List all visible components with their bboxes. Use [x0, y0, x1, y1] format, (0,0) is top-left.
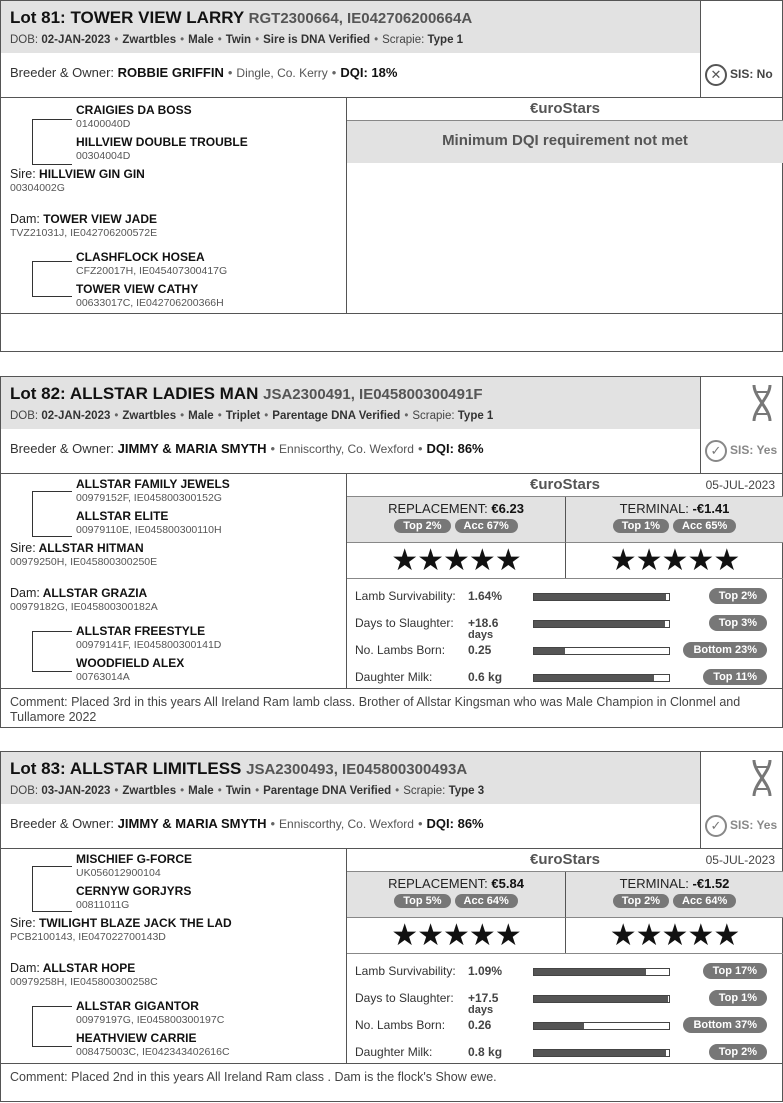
trait-value-number: 0.26	[468, 1018, 492, 1032]
pedigree-name: HILLVIEW DOUBLE TROUBLE	[76, 135, 248, 149]
trait-rank-badge: Bottom 37%	[683, 1017, 767, 1033]
breeder-name: JIMMY & MARIA SMYTH	[117, 816, 267, 831]
check-circle-icon: ✓	[705, 440, 727, 462]
dna-icon	[751, 758, 773, 798]
trait-bar	[533, 674, 670, 682]
breeder-label: Breeder & Owner:	[10, 816, 115, 831]
trait-value-number: +17.5	[468, 991, 499, 1005]
pedigree-name: ALLSTAR HITMAN	[38, 541, 144, 555]
lot-name: Lot 83: ALLSTAR LIMITLESS	[10, 759, 242, 778]
sire	[10, 167, 145, 194]
lot-title	[10, 384, 691, 404]
pedigree-name: ALLSTAR HOPE	[42, 961, 136, 975]
pedigree	[1, 849, 347, 1064]
dam	[10, 212, 157, 239]
trait-bar-fill	[534, 648, 565, 654]
parentage: Parentage DNA Verified	[272, 410, 401, 422]
trait-value-number: +18.6	[468, 616, 499, 630]
pedigree-id: 00979141F, IE045800300141D	[76, 639, 222, 651]
lot-card	[0, 751, 783, 1102]
trait-rank-badge: Top 3%	[709, 615, 767, 631]
pedigree-id: 01400040D	[76, 118, 131, 130]
replacement-value: €5.84	[491, 876, 524, 891]
trait-value-unit: days	[468, 629, 494, 641]
trait-rank-badge: Top 11%	[703, 669, 767, 685]
terminal-label: TERMINAL:	[619, 501, 689, 516]
breeder-name: JIMMY & MARIA SMYTH	[117, 441, 267, 456]
pedigree-name: ALLSTAR GIGANTOR	[76, 999, 199, 1013]
dam-label: Dam:	[10, 212, 40, 226]
sis-status	[705, 440, 777, 462]
replacement-acc-badge: Acc 67%	[455, 519, 518, 533]
dqi-notice: Minimum DQI requirement not met	[347, 121, 783, 163]
pedigree-id: 00633017C, IE042706200366H	[76, 297, 224, 309]
status-box	[701, 377, 783, 474]
breed: Zwartbles	[122, 785, 177, 797]
trait-value-number: 0.6 kg	[468, 670, 503, 684]
pedigree-id: 00979258H, IE045800300258C	[10, 976, 158, 988]
scrapie-value: Type 1	[457, 410, 494, 422]
trait-rank-badge: Bottom 23%	[683, 642, 767, 658]
status-box	[701, 752, 783, 849]
trait-value-number: 1.64%	[468, 589, 503, 603]
eurostars-date: 05-JUL-2023	[705, 478, 775, 492]
pedigree-id: 00763014A	[76, 671, 130, 683]
lot-name: Lot 82: ALLSTAR LADIES MAN	[10, 384, 259, 403]
birth-type: Triplet	[225, 410, 261, 422]
trait-rank-badge: Top 2%	[709, 588, 767, 604]
trait-value-number: 0.8 kg	[468, 1045, 503, 1059]
pedigree-id: 00979197G, IE045800300197C	[76, 1014, 225, 1026]
pedigree	[1, 98, 347, 314]
pedigree-id: 00979250H, IE045800300250E	[10, 556, 158, 568]
trait-rank-badge: Top 1%	[709, 990, 767, 1006]
birth-type: Twin	[225, 785, 252, 797]
trait-value-unit: days	[468, 1004, 494, 1016]
terminal-value: -€1.52	[692, 876, 730, 891]
breed: Zwartbles	[122, 410, 177, 422]
trait-bar	[533, 620, 670, 628]
sire-sire	[76, 477, 230, 504]
trait-row	[347, 1039, 783, 1066]
dob-value: 02-JAN-2023	[41, 34, 111, 46]
pedigree-name: CRAIGIES DA BOSS	[76, 103, 192, 117]
pedigree-name: ALLSTAR GRAZIA	[42, 586, 148, 600]
dqi: DQI: 86%	[426, 441, 484, 456]
x-circle-icon: ✕	[705, 64, 727, 86]
scrapie-label: Scrapie:	[382, 34, 425, 46]
lot-title	[10, 8, 691, 28]
pedigree-name: MISCHIEF G-FORCE	[76, 852, 192, 866]
pedigree-name: HILLVIEW GIN GIN	[39, 167, 145, 181]
pedigree-id: TVZ21031J, IE042706200572E	[10, 227, 158, 239]
lot-title	[10, 759, 691, 779]
lot-ids: JSA2300491, IE045800300491F	[263, 386, 483, 403]
terminal-acc-badge: Acc 65%	[673, 519, 736, 533]
eurostars-title: €uroStars	[529, 100, 601, 117]
sire-sire	[76, 103, 192, 130]
lot-card	[0, 0, 783, 352]
trait-row	[347, 637, 783, 664]
sire-dam	[76, 509, 222, 536]
trait-value-number: 1.09%	[468, 964, 503, 978]
sex: Male	[188, 785, 214, 797]
lot-ids: JSA2300493, IE045800300493A	[246, 761, 468, 778]
replacement-label: REPLACEMENT:	[388, 876, 488, 891]
breeder-line: Breeder & Owner: JIMMY & MARIA SMYTH • Enniscorthy, Co. Wexford • DQI: 86%	[10, 441, 484, 456]
trait-bar	[533, 995, 670, 1003]
dob-value: 03-JAN-2023	[41, 785, 111, 797]
dob-label: DOB:	[10, 785, 39, 797]
sire	[10, 541, 157, 568]
eurostars-date: 05-JUL-2023	[705, 853, 775, 867]
dam-dam	[76, 1031, 230, 1058]
sire-sire	[76, 852, 192, 879]
trait-value-number: 0.25	[468, 643, 492, 657]
breeder-line: Breeder & Owner: JIMMY & MARIA SMYTH • Enniscorthy, Co. Wexford • DQI: 86%	[10, 816, 484, 831]
replacement-star-rating: ★★★★★	[391, 544, 521, 577]
lot-name: Lot 81: TOWER VIEW LARRY	[10, 8, 244, 27]
breeder-label: Breeder & Owner:	[10, 441, 115, 456]
dob-label: DOB:	[10, 410, 39, 422]
replacement-star-rating: ★★★★★	[391, 919, 521, 952]
terminal-index	[565, 497, 783, 543]
trait-value	[468, 964, 502, 977]
pedigree-name: CLASHFLOCK HOSEA	[76, 250, 205, 264]
replacement-label: REPLACEMENT:	[388, 501, 488, 516]
dob-label: DOB:	[10, 34, 39, 46]
pedigree-name: WOODFIELD ALEX	[76, 656, 185, 670]
sire-dam	[76, 135, 248, 162]
pedigree-id: UK056012900104	[76, 867, 161, 879]
pedigree-name: CERNYW GORJYRS	[76, 884, 192, 898]
trait-bar	[533, 1049, 670, 1057]
breeder-location: Enniscorthy, Co. Wexford	[279, 442, 414, 456]
dam	[10, 961, 158, 988]
pedigree-id: 008475003C, IE042343402616C	[76, 1046, 230, 1058]
parentage: Parentage DNA Verified	[263, 785, 392, 797]
breeder-location: Dingle, Co. Kerry	[236, 66, 328, 80]
replacement-value: €6.23	[491, 501, 524, 516]
trait-value	[468, 589, 502, 602]
lot-details: DOB: 03-JAN-2023 • Zwartbles • Male • Twin • Parentage DNA Verified • Scrapie: Type 3	[10, 785, 485, 797]
sire-label: Sire:	[10, 541, 36, 555]
trait-bar-fill	[534, 621, 665, 627]
dam-dam	[76, 282, 224, 309]
pedigree-name: ALLSTAR FREESTYLE	[76, 624, 206, 638]
pedigree	[1, 474, 347, 689]
trait-bar-fill	[534, 594, 666, 600]
trait-row	[347, 958, 783, 985]
terminal-star-rating: ★★★★★	[565, 543, 783, 578]
trait-bar-fill	[534, 675, 654, 681]
pedigree-name: TWILIGHT BLAZE JACK THE LAD	[39, 916, 232, 930]
terminal-value: -€1.41	[692, 501, 730, 516]
sis-label: SIS: Yes	[730, 818, 778, 833]
terminal-index	[565, 872, 783, 918]
terminal-top-badge: Top 2%	[613, 894, 669, 908]
trait-name: Daughter Milk:	[355, 1045, 433, 1059]
scrapie-value: Type 1	[427, 34, 464, 46]
trait-name: Daughter Milk:	[355, 670, 433, 684]
lot-comment: Comment: Placed 2nd in this years All Ireland Ram class . Dam is the flock's Show ewe.	[1, 1063, 782, 1091]
trait-value	[468, 670, 502, 683]
trait-row	[347, 985, 783, 1016]
sis-label: SIS: No	[730, 67, 773, 82]
pedigree-name: HEATHVIEW CARRIE	[76, 1031, 197, 1045]
replacement-index	[347, 497, 565, 543]
trait-row	[347, 610, 783, 641]
trait-value	[468, 643, 491, 656]
parentage: Sire is DNA Verified	[263, 34, 371, 46]
lot-card	[0, 376, 783, 728]
trait-value	[468, 1045, 502, 1058]
pedigree-id: CFZ20017H, IE045407300417G	[76, 265, 228, 277]
eurostars-panel	[347, 474, 783, 689]
dqi: DQI: 86%	[426, 816, 484, 831]
dam-label: Dam:	[10, 586, 40, 600]
pedigree-name: TOWER VIEW CATHY	[76, 282, 199, 296]
eurostars-title: €uroStars	[529, 476, 601, 493]
sis-status	[705, 815, 777, 837]
status-box	[701, 1, 783, 98]
sex: Male	[188, 410, 214, 422]
trait-bar	[533, 593, 670, 601]
breed: Zwartbles	[122, 34, 177, 46]
lot-header	[1, 1, 701, 98]
trait-bar-fill	[534, 1023, 584, 1029]
lot-details: DOB: 02-JAN-2023 • Zwartbles • Male • Triplet • Parentage DNA Verified • Scrapie: Type 1	[10, 410, 494, 422]
trait-name: Lamb Survivability:	[355, 964, 456, 978]
trait-list	[347, 954, 783, 1066]
sire-label: Sire:	[10, 916, 36, 930]
pedigree-id: 00304004D	[76, 150, 131, 162]
trait-value	[468, 1018, 491, 1031]
sire	[10, 916, 232, 943]
terminal-top-badge: Top 1%	[613, 519, 669, 533]
lot-ids: RGT2300664, IE042706200664A	[248, 10, 473, 27]
breeder-location: Enniscorthy, Co. Wexford	[279, 817, 414, 831]
trait-list	[347, 579, 783, 691]
replacement-index	[347, 872, 565, 918]
trait-name: No. Lambs Born:	[355, 643, 446, 657]
dam-dam	[76, 656, 184, 683]
pedigree-id: 00979152F, IE045800300152G	[76, 492, 222, 504]
breeder-line: Breeder & Owner: ROBBIE GRIFFIN • Dingle, Co. Kerry • DQI: 18%	[10, 65, 398, 80]
lot-details: DOB: 02-JAN-2023 • Zwartbles • Male • Twin • Sire is DNA Verified • Scrapie: Type 1	[10, 34, 464, 46]
dam-sire	[76, 250, 227, 277]
dam-label: Dam:	[10, 961, 40, 975]
trait-bar	[533, 647, 670, 655]
replacement-top-badge: Top 2%	[394, 519, 450, 533]
dna-icon	[751, 383, 773, 423]
pedigree-name: ALLSTAR FAMILY JEWELS	[76, 477, 230, 491]
pedigree-id: 00979182G, IE045800300182A	[10, 601, 158, 613]
sex: Male	[188, 34, 214, 46]
trait-bar-fill	[534, 996, 668, 1002]
trait-bar	[533, 1022, 670, 1030]
eurostars-title: €uroStars	[529, 851, 601, 868]
trait-bar-fill	[534, 1050, 666, 1056]
eurostars-panel	[347, 98, 783, 314]
sis-label: SIS: Yes	[730, 443, 778, 458]
dam-sire	[76, 624, 221, 651]
trait-row	[347, 664, 783, 691]
trait-name: Days to Slaughter:	[355, 991, 454, 1005]
pedigree-id: 00304002G	[10, 182, 65, 194]
pedigree-id: 00811011G	[76, 899, 130, 911]
trait-name: Lamb Survivability:	[355, 589, 456, 603]
sire-dam	[76, 884, 191, 911]
dob-value: 02-JAN-2023	[41, 410, 111, 422]
terminal-acc-badge: Acc 64%	[673, 894, 736, 908]
check-circle-icon: ✓	[705, 815, 727, 837]
dam-sire	[76, 999, 224, 1026]
replacement-top-badge: Top 5%	[394, 894, 450, 908]
lot-comment: Comment: Placed 3rd in this years All Ireland Ram lamb class. Brother of Allstar Kingsman who was Male Champion in Clonmel and Tullamore 2022	[1, 688, 782, 731]
breeder-name: ROBBIE GRIFFIN	[117, 65, 224, 80]
terminal-label: TERMINAL:	[619, 876, 689, 891]
pedigree-name: TOWER VIEW JADE	[43, 212, 158, 226]
birth-type: Twin	[225, 34, 252, 46]
scrapie-label: Scrapie:	[412, 410, 455, 422]
trait-name: Days to Slaughter:	[355, 616, 454, 630]
trait-name: No. Lambs Born:	[355, 1018, 446, 1032]
trait-row	[347, 1012, 783, 1039]
trait-bar-fill	[534, 969, 646, 975]
sis-status	[705, 64, 773, 86]
lot-header	[1, 377, 701, 474]
pedigree-id: PCB2100143, IE047022700143D	[10, 931, 166, 943]
breeder-label: Breeder & Owner:	[10, 65, 115, 80]
trait-rank-badge: Top 17%	[703, 963, 767, 979]
scrapie-label: Scrapie:	[403, 785, 446, 797]
replacement-acc-badge: Acc 64%	[455, 894, 518, 908]
trait-bar	[533, 968, 670, 976]
trait-rank-badge: Top 2%	[709, 1044, 767, 1060]
scrapie-value: Type 3	[448, 785, 485, 797]
dam	[10, 586, 158, 613]
pedigree-id: 00979110E, IE045800300110H	[76, 524, 222, 536]
terminal-star-rating: ★★★★★	[565, 918, 783, 953]
sire-label: Sire:	[10, 167, 36, 181]
dqi: DQI: 18%	[340, 65, 398, 80]
eurostars-panel	[347, 849, 783, 1064]
pedigree-name: ALLSTAR ELITE	[76, 509, 169, 523]
trait-row	[347, 583, 783, 610]
lot-header	[1, 752, 701, 849]
